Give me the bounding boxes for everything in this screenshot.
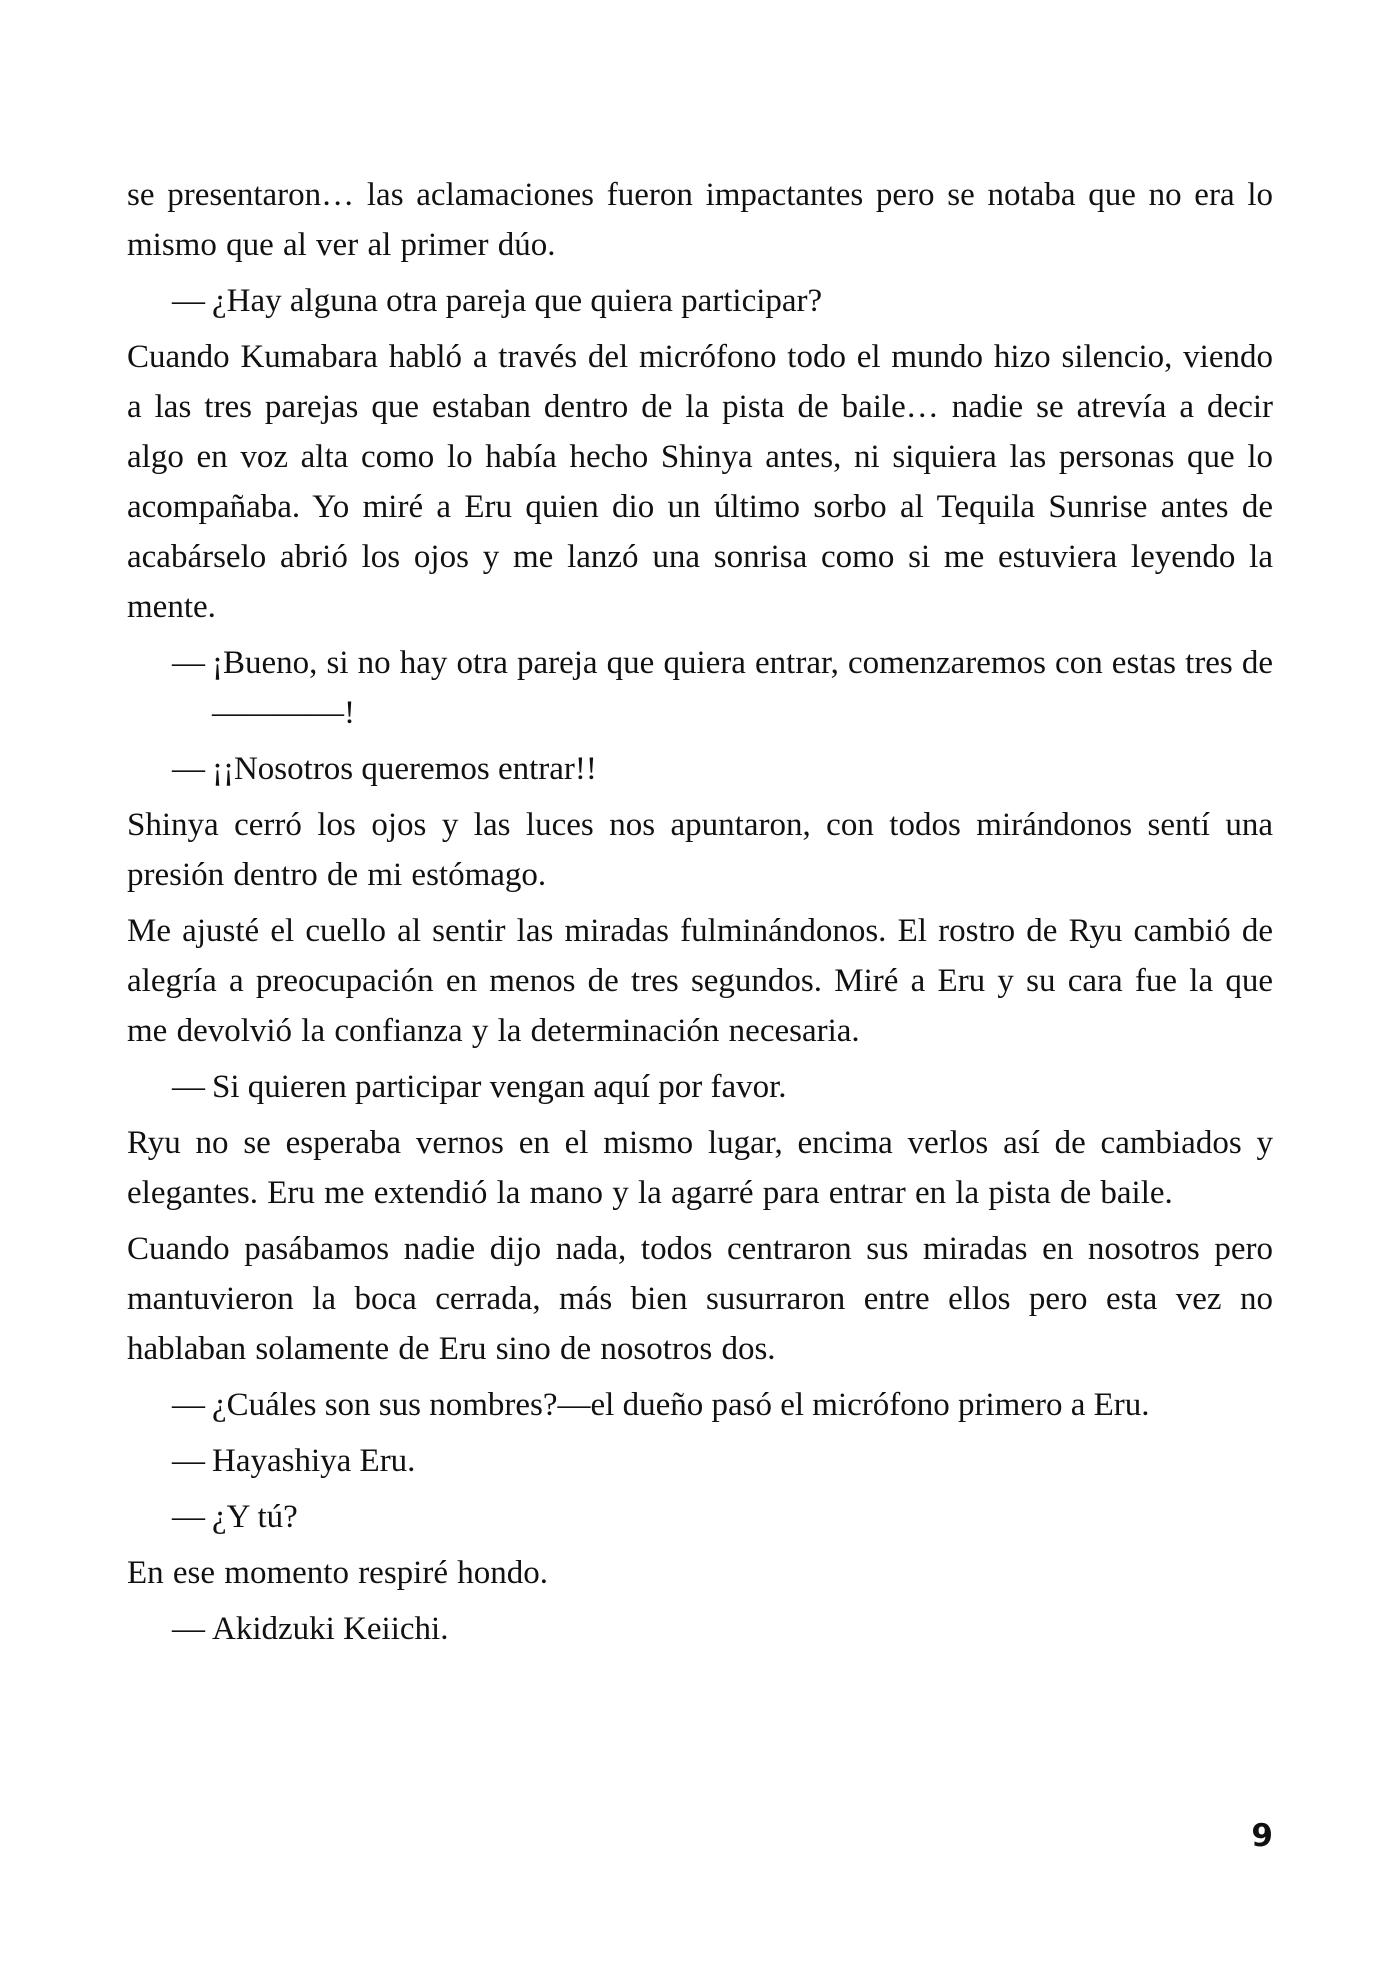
dialogue-text: Akidzuki Keiichi. [212, 1611, 449, 1647]
paragraph: Shinya cerró los ojos y las luces nos apuntaron, con todos mirándonos sentí una presión dentro de mi estómago. [127, 807, 1273, 893]
paragraph: Me ajusté el cuello al sentir las miradas fulminándonos. El rostro de Ryu cambió de alegría a preocupación en menos de tres segundos. Miré a Eru y su cara fue la que me devolvió la confianza y la determinación necesaria. [127, 913, 1273, 1049]
paragraph: Ryu no se esperaba vernos en el mismo lugar, encima verlos así de cambiados y elegantes. Eru me extendió la mano y la agarré para entrar en la pista de baile. [127, 1125, 1273, 1211]
page-body-text [127, 170, 1273, 1660]
dialogue-text: Si quieren participar vengan aquí por favor. [212, 1069, 787, 1105]
dialogue-line [127, 1604, 1273, 1654]
dialogue-line [127, 638, 1273, 738]
paragraph: se presentaron… las aclamaciones fueron impactantes pero se notaba que no era lo mismo que al ver al primer dúo. [127, 177, 1273, 263]
paragraph: Cuando Kumabara habló a través del micrófono todo el mundo hizo silencio, viendo a las tres parejas que estaban dentro de la pista de baile… nadie se atrevía a decir algo en voz alta como lo había hecho Shinya antes, ni siquiera las personas que lo acompañaba. Yo miré a Eru quien dio un último sorbo al Tequila Sunrise antes de acabárselo abrió los ojos y me lanzó una sonrisa como si me estuviera leyendo la mente. [127, 339, 1273, 625]
dialogue-line [127, 1436, 1273, 1486]
dialogue-dash: — [172, 645, 205, 681]
dialogue-dash: — [172, 1611, 205, 1647]
dialogue-line [127, 276, 1273, 326]
page-number: 9 [1251, 1818, 1273, 1854]
paragraph: Cuando pasábamos nadie dijo nada, todos centraron sus miradas en nosotros pero mantuvieron la boca cerrada, más bien susurraron entre ellos pero esta vez no hablaban solamente de Eru sino de nosotros dos. [127, 1231, 1273, 1367]
dialogue-line [127, 1062, 1273, 1112]
dialogue-dash: — [172, 1387, 205, 1423]
dialogue-text: Hayashiya Eru. [212, 1443, 416, 1479]
dialogue-line [127, 1492, 1273, 1542]
dialogue-text: ¡¡Nosotros queremos entrar!! [212, 751, 597, 787]
dialogue-text: ¿Cuáles son sus nombres?—el dueño pasó el micrófono primero a Eru. [212, 1387, 1150, 1423]
dialogue-dash: — [172, 283, 205, 319]
dialogue-text: ¿Y tú? [212, 1499, 298, 1535]
dialogue-dash: — [172, 1499, 205, 1535]
dialogue-dash: — [172, 751, 205, 787]
dialogue-line [127, 744, 1273, 794]
dialogue-dash: — [172, 1069, 205, 1105]
paragraph: En ese momento respiré hondo. [127, 1555, 548, 1591]
dialogue-text: ¿Hay alguna otra pareja que quiera participar? [212, 283, 823, 319]
dialogue-dash: — [172, 1443, 205, 1479]
dialogue-text: ¡Bueno, si no hay otra pareja que quiera entrar, comenzaremos con estas tres de————! [212, 645, 1273, 731]
dialogue-line [127, 1380, 1273, 1430]
